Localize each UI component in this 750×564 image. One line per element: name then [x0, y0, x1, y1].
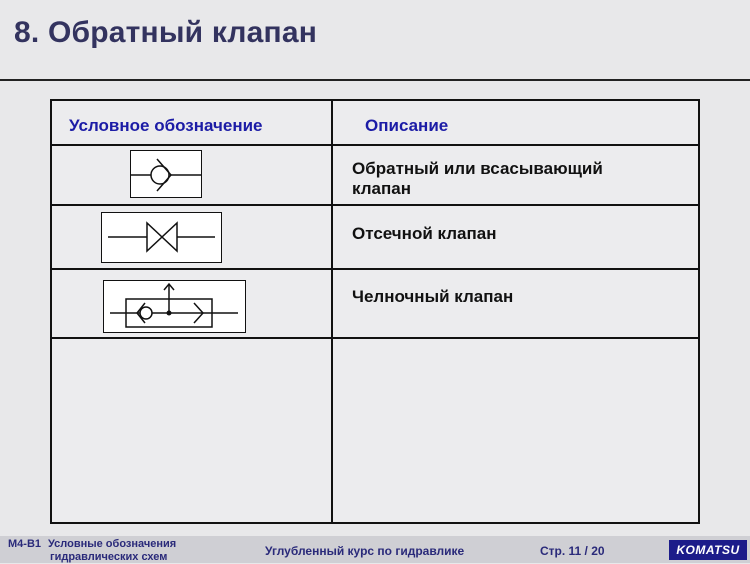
row-1-description [352, 159, 603, 199]
footer-subtitle-line-1: Условные обозначения [48, 538, 177, 550]
row-1-description-line-2: клапан [352, 179, 411, 198]
header-symbol: Условное обозначение [69, 116, 263, 135]
slide-title: 8. Обратный клапан [14, 16, 318, 49]
symbols-table [50, 99, 700, 524]
title-divider [0, 79, 750, 81]
row-3-description: Челночный клапан [352, 287, 514, 306]
column-divider [331, 101, 333, 522]
row-divider [52, 268, 698, 270]
footer-course: Углубленный курс по гидравлике [265, 544, 465, 558]
footer-subtitle [48, 538, 176, 564]
row-divider [52, 337, 698, 339]
row-divider [52, 144, 698, 146]
row-divider [52, 204, 698, 206]
row-1-description-line-1: Обратный или всасывающий [352, 159, 603, 178]
check-valve-icon [130, 150, 202, 198]
row-2-description: Отсечной клапан [352, 224, 497, 243]
header-description: Описание [365, 116, 449, 135]
footer-page-number: Стр. 11 / 20 [540, 544, 605, 558]
footer-code: M4-B1 [8, 538, 42, 550]
footer-subtitle-line-2: гидравлических схем [50, 551, 168, 563]
footer-bar [0, 536, 750, 563]
shuttle-valve-icon [103, 280, 246, 333]
komatsu-logo [669, 540, 747, 560]
shutoff-valve-icon [101, 212, 222, 263]
logo-text: KOMATSU [676, 543, 740, 557]
